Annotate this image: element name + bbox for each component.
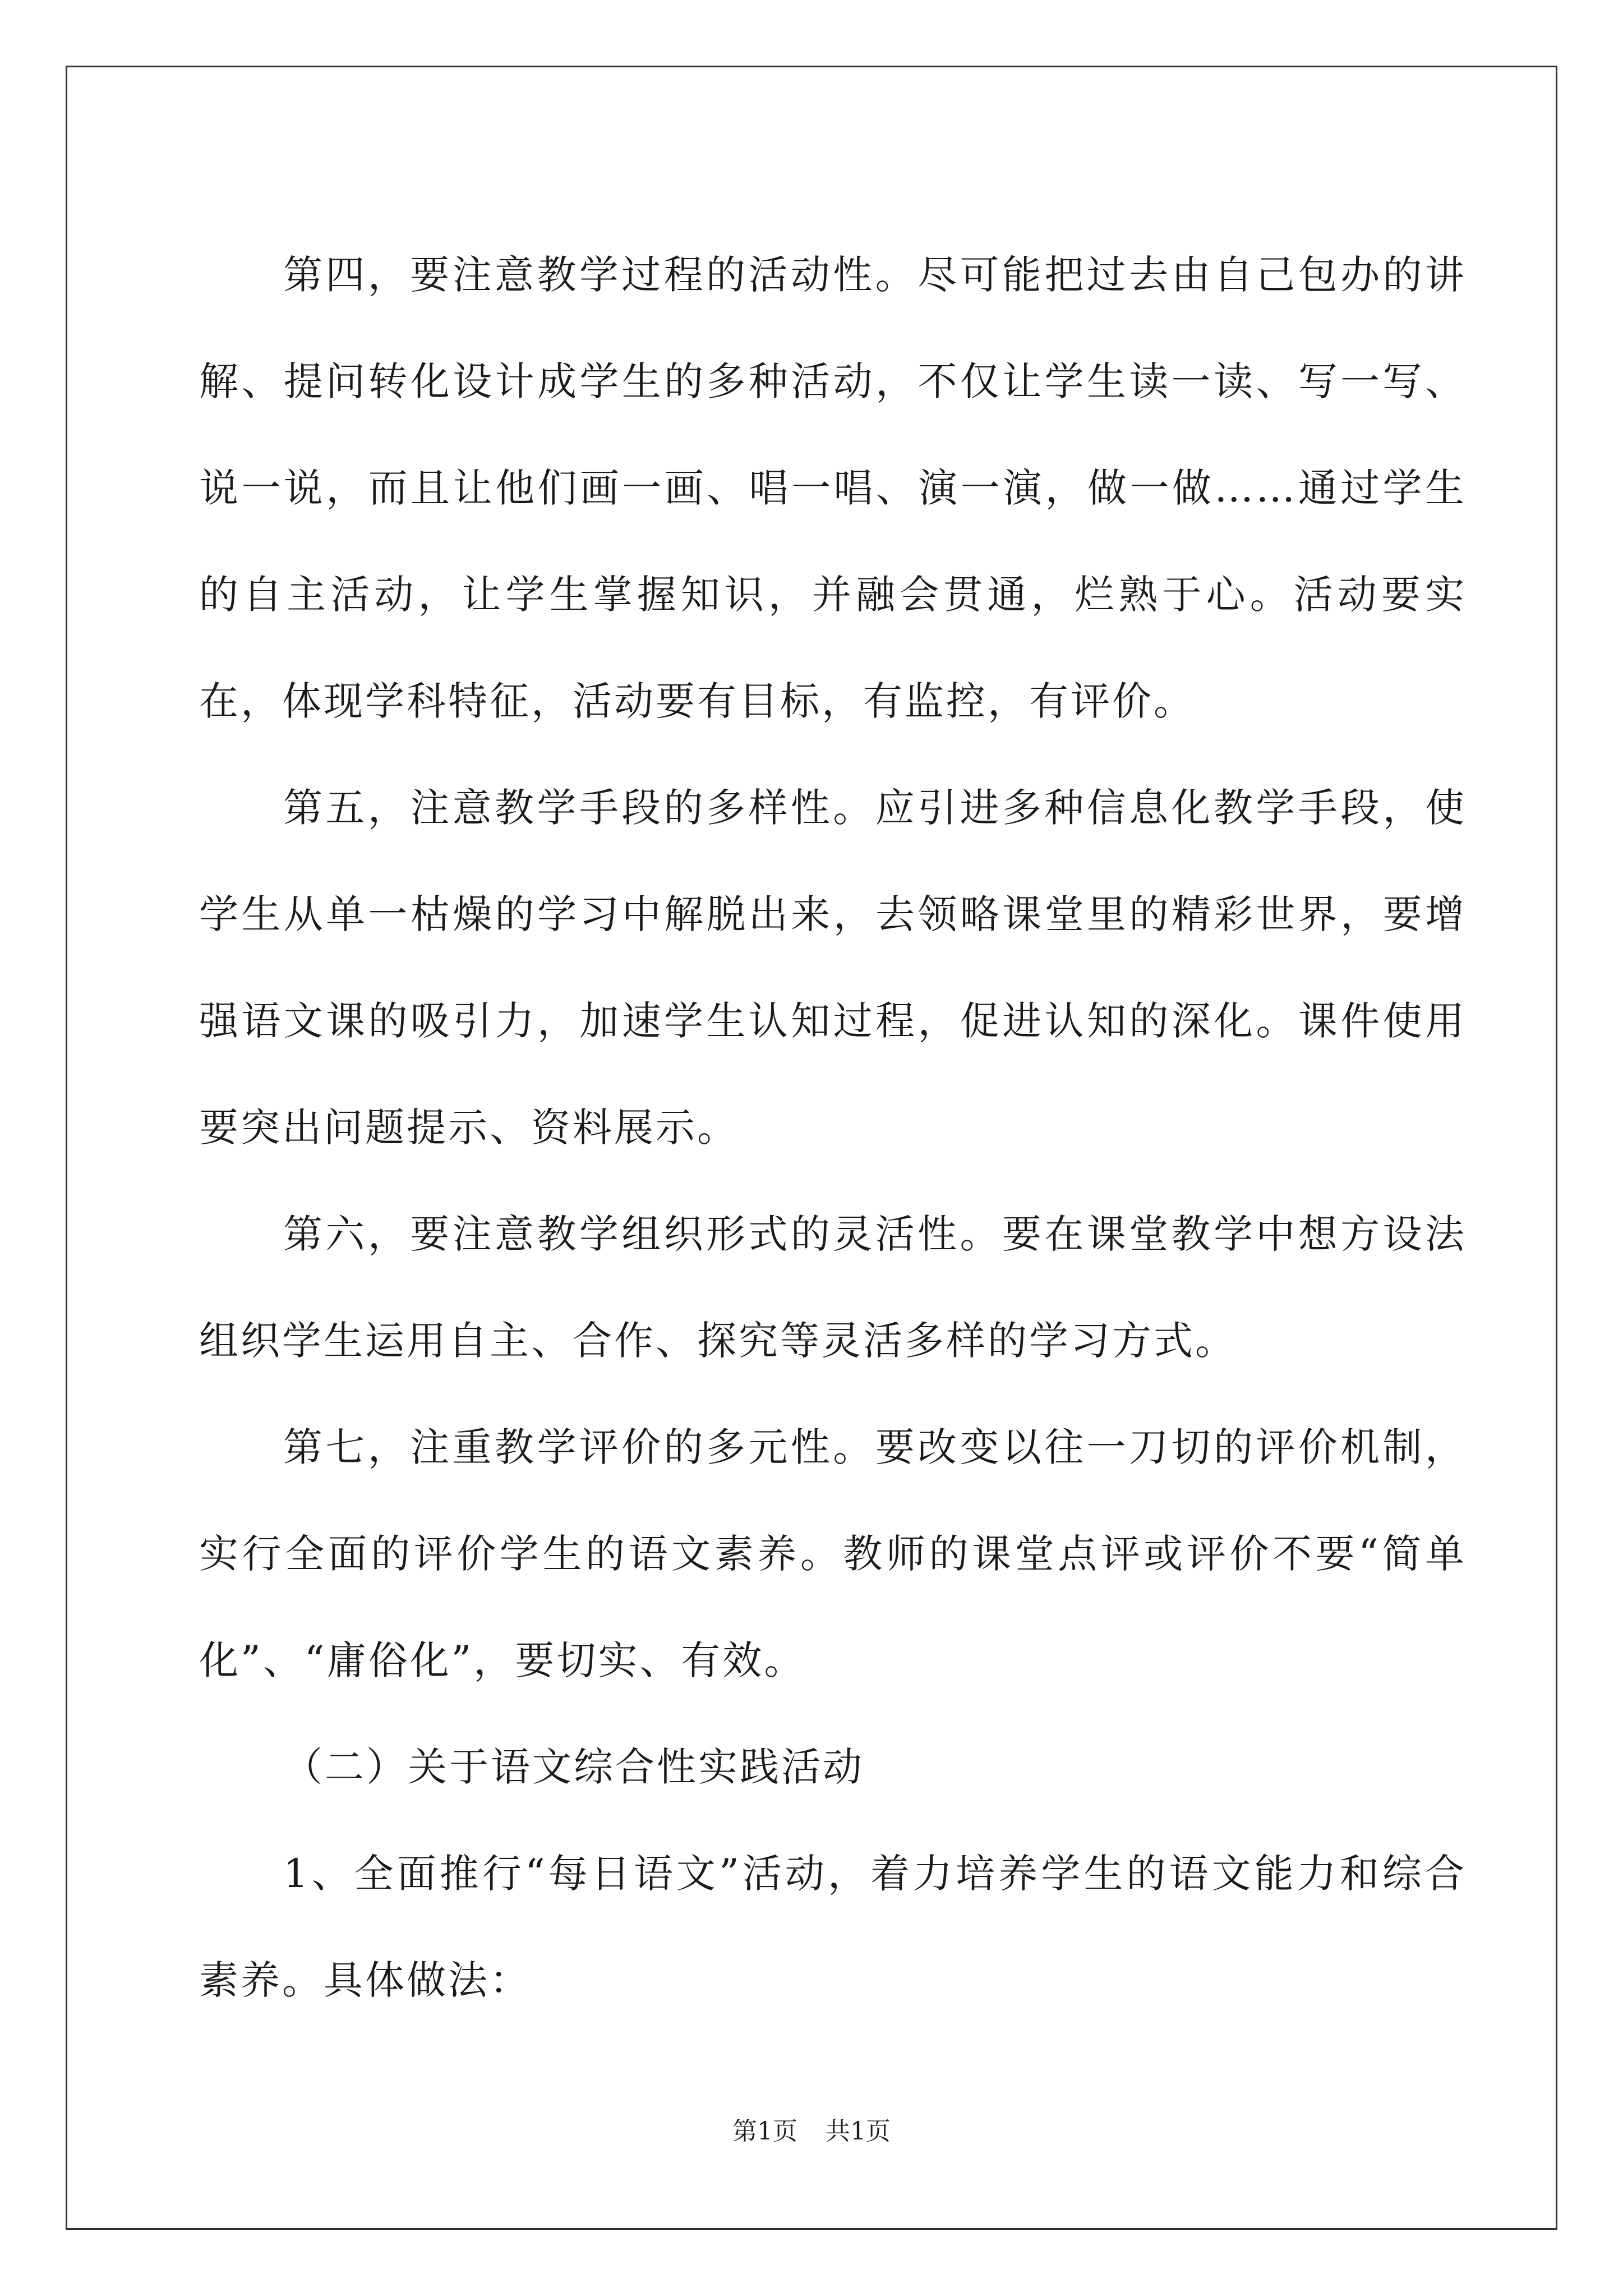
page-number: 第1页 [732, 2117, 797, 2146]
paragraph-item-1: 1、全面推行“每日语文”活动，着力培养学生的语文能力和综合素养。具体做法： [199, 1851, 1467, 2003]
page-total: 共1页 [826, 2117, 891, 2146]
paragraph-7th-point: 第七，注重教学评价的多元性。要改变以往一刀切的评价机制，实行全面的评价学生的语文素养。教师的课堂点评或评价不要“简单化”、“庸俗化”，要切实、有效。 [199, 1424, 1467, 1683]
paragraph-5th-point: 第五，注意教学手段的多样性。应引进多种信息化教学手段，使学生从单一枯燥的学习中解脱出来，去领略课堂里的精彩世界，要增强语文课的吸引力，加速学生认知过程，促进认知的深化。课件使用要突出问题提示、资料展示。 [199, 785, 1467, 1151]
document-body [199, 222, 1467, 2033]
page-footer [0, 2115, 1623, 2148]
section-heading: （二）关于语文综合性实践活动 [283, 1744, 864, 1790]
paragraph-4th-point: 第四，要注意教学过程的活动性。尽可能把过去由自己包办的讲解、提问转化设计成学生的多种活动，不仅让学生读一读、写一写、说一说，而且让他们画一画、唱一唱、演一演，做一做……通过学生的自主活动，让学生掌握知识，并融会贯通，烂熟于心。活动要实在，体现学科特征，活动要有目标，有监控，有评价。 [199, 252, 1467, 724]
paragraph-6th-point: 第六，要注意教学组织形式的灵活性。要在课堂教学中想方设法组织学生运用自主、合作、探究等灵活多样的学习方式。 [199, 1211, 1467, 1364]
